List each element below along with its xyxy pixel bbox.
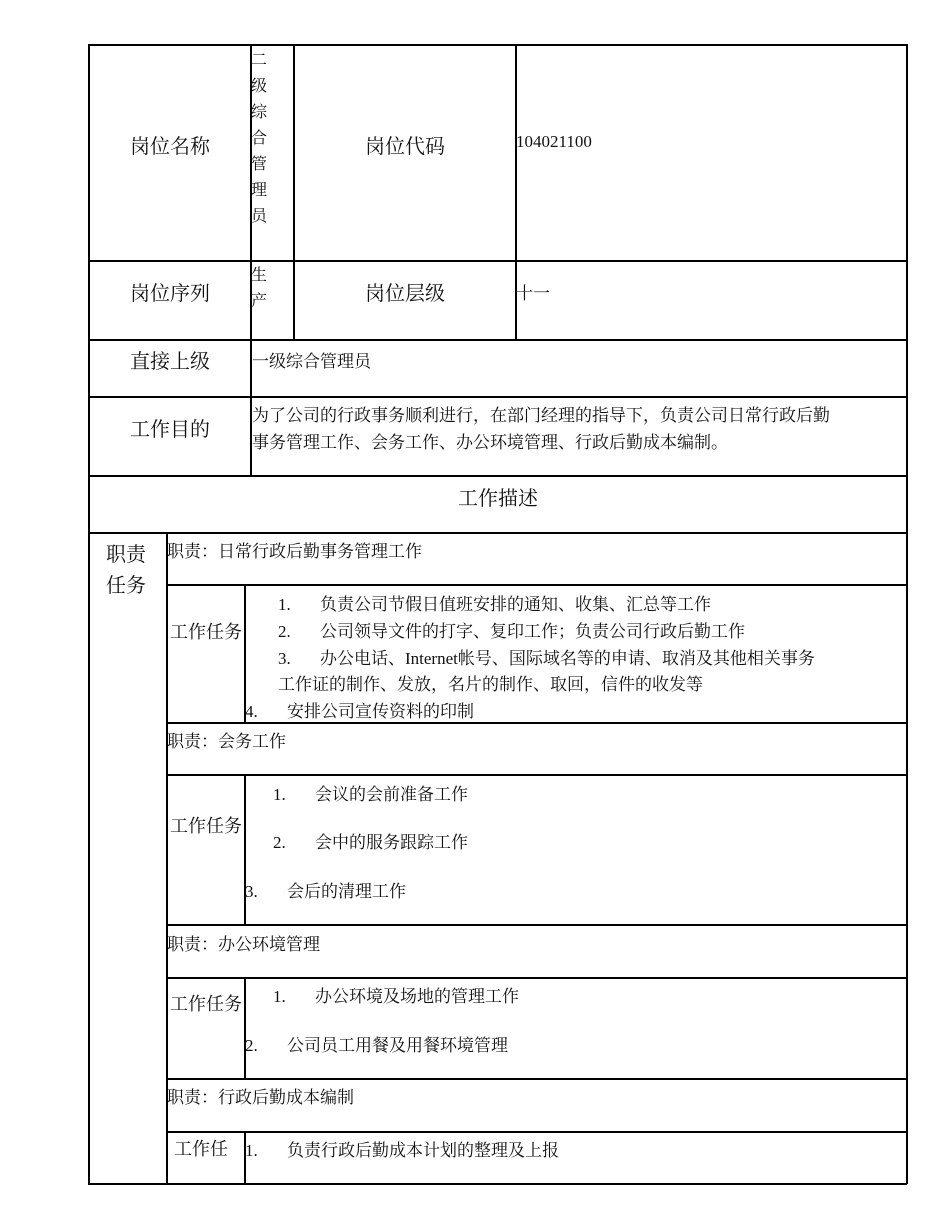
duty-title: 职责：日常行政后勤事务管理工作 bbox=[167, 542, 422, 561]
duty-task-label-2: 任务 bbox=[106, 575, 146, 597]
grid-line bbox=[88, 1183, 907, 1185]
task-label: 工作任务 bbox=[170, 622, 242, 642]
grid-line bbox=[166, 977, 907, 979]
superior-label: 直接上级 bbox=[130, 351, 210, 373]
task-item: 2. 公司领导文件的打字、复印工作；负责公司行政后勤工作 bbox=[278, 622, 745, 641]
grid-line bbox=[166, 774, 907, 776]
task-item: 1. 办公环境及场地的管理工作 bbox=[273, 987, 519, 1006]
grid-line bbox=[166, 722, 907, 724]
description-title: 工作描述 bbox=[458, 488, 538, 510]
task-item: 1. 负责行政后勤成本计划的整理及上报 bbox=[245, 1141, 559, 1160]
task-item: 3. 会后的清理工作 bbox=[245, 882, 406, 901]
task-item: 2. 公司员工用餐及用餐环境管理 bbox=[245, 1036, 508, 1055]
post-code-value: 104021100 bbox=[516, 132, 592, 151]
duty-title: 职责：会务工作 bbox=[167, 732, 286, 751]
grid-line bbox=[88, 475, 907, 477]
purpose-line-1: 为了公司的行政事务顺利进行，在部门经理的指导下，负责公司日常行政后勤 bbox=[252, 406, 830, 425]
post-code-label: 岗位代码 bbox=[365, 136, 445, 158]
grid-line bbox=[88, 339, 907, 341]
grid-line bbox=[244, 774, 246, 925]
grid-line bbox=[88, 260, 907, 262]
task-item-continued: 工作证的制作、发放，名片的制作、取回，信件的收发等 bbox=[278, 675, 703, 694]
task-label: 工作任务 bbox=[170, 994, 242, 1014]
superior-value: 一级综合管理员 bbox=[252, 352, 371, 371]
grid-line bbox=[166, 924, 907, 926]
post-name-value: 二级综合管理员 bbox=[251, 52, 268, 225]
post-series-value: 生产 bbox=[251, 267, 268, 310]
duty-title: 职责：办公环境管理 bbox=[167, 935, 320, 954]
grid-line bbox=[906, 44, 908, 1184]
post-level-label: 岗位层级 bbox=[365, 283, 445, 305]
purpose-line-2: 事务管理工作、会务工作、办公环境管理、行政后勤成本编制。 bbox=[252, 433, 728, 452]
grid-line bbox=[166, 1078, 907, 1080]
task-label: 工作任务 bbox=[170, 816, 242, 836]
task-item: 2. 会中的服务跟踪工作 bbox=[273, 833, 468, 852]
post-name-label: 岗位名称 bbox=[130, 136, 210, 158]
post-level-value: 十一 bbox=[516, 284, 550, 303]
duty-title: 职责：行政后勤成本编制 bbox=[167, 1088, 354, 1107]
post-series-label: 岗位序列 bbox=[130, 283, 210, 305]
grid-line bbox=[88, 44, 90, 1184]
duty-task-label-1: 职责 bbox=[106, 544, 146, 566]
purpose-label: 工作目的 bbox=[130, 419, 210, 441]
task-item: 1. 会议的会前准备工作 bbox=[273, 785, 468, 804]
grid-line bbox=[166, 1131, 907, 1133]
grid-line bbox=[166, 584, 907, 586]
task-item: 1. 负责公司节假日值班安排的通知、收集、汇总等工作 bbox=[278, 595, 711, 614]
grid-line bbox=[244, 977, 246, 1079]
grid-line bbox=[88, 532, 907, 534]
task-item: 3. 办公电话、Internet帐号、国际域名等的申请、取消及其他相关事务 bbox=[278, 649, 815, 668]
task-item: 4. 安排公司宣传资料的印制 bbox=[245, 702, 474, 721]
task-label-partial: 工作任 bbox=[174, 1139, 228, 1159]
grid-line bbox=[88, 396, 907, 398]
grid-line bbox=[88, 44, 907, 46]
